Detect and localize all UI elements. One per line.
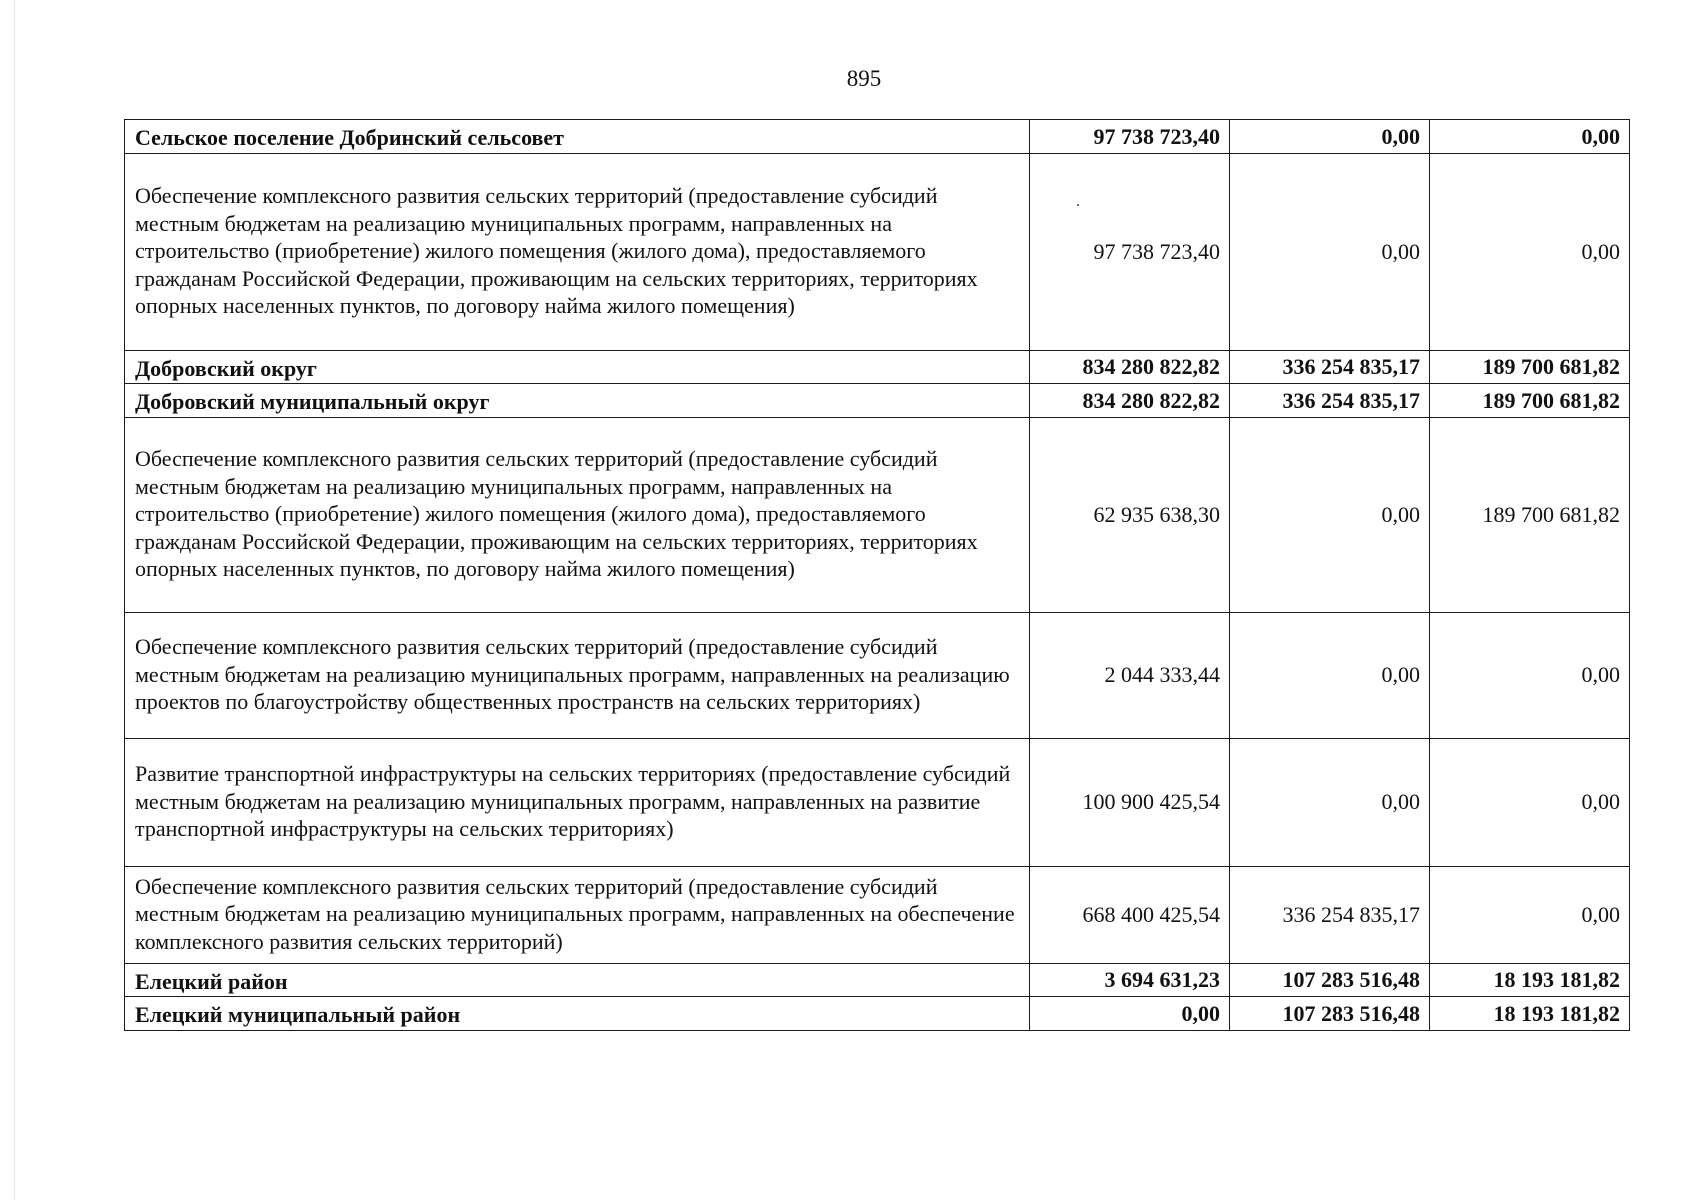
row-name: Развитие транспортной инфраструктуры на сельских территориях (предоставление субсидий местным бюджетам на реализацию муниципальных программ, направленных на развитие транспортной инфраструктуры на сельских территориях) xyxy=(125,738,1030,866)
row-value-3: 18 193 181,82 xyxy=(1430,963,1630,997)
row-name: Обеспечение комплексного развития сельских территорий (предоставление субсидий местным бюджетам на реализацию муниципальных программ, направленных на строительство (приобретение) жилого помещения (жилого дома), предоставляемого гражданам Российской Федерации, проживающим на сельских территориях, территориях опорных населенных пунктов, по договору найма жилого помещения) xyxy=(125,153,1030,350)
row-name: Сельское поселение Добринский сельсовет xyxy=(125,120,1030,154)
row-value-1: 0,00 xyxy=(1030,997,1230,1031)
row-name: Обеспечение комплексного развития сельских территорий (предоставление субсидий местным бюджетам на реализацию муниципальных программ, направленных на реализацию проектов по благоустройству общественных пространств на сельских территориях) xyxy=(125,612,1030,738)
row-value-1: 2 044 333,44 xyxy=(1030,612,1230,738)
row-name: Добровский округ xyxy=(125,350,1030,384)
row-value-2: 0,00 xyxy=(1230,153,1430,350)
row-value-3: 0,00 xyxy=(1430,120,1630,154)
row-value-2: 107 283 516,48 xyxy=(1230,963,1430,997)
table-row xyxy=(125,153,1630,350)
table-row-eletsky-municipal-rayon xyxy=(125,997,1630,1031)
table-row xyxy=(125,866,1630,963)
row-value-3: 0,00 xyxy=(1430,612,1630,738)
row-value-1: 834 280 822,82 xyxy=(1030,384,1230,418)
row-value-3: 189 700 681,82 xyxy=(1430,350,1630,384)
scan-edge-line xyxy=(14,0,15,1200)
table-row xyxy=(125,738,1630,866)
table-row-dobrinsky-selsovet xyxy=(125,120,1630,154)
row-value-2: 0,00 xyxy=(1230,417,1430,612)
row-name: Елецкий муниципальный район xyxy=(125,997,1030,1031)
row-value-1: 62 935 638,30 xyxy=(1030,417,1230,612)
row-value-2: 336 254 835,17 xyxy=(1230,384,1430,418)
row-name: Обеспечение комплексного развития сельских территорий (предоставление субсидий местным бюджетам на реализацию муниципальных программ, направленных на строительство (приобретение) жилого помещения (жилого дома), предоставляемого гражданам Российской Федерации, проживающим на сельских территориях, территориях опорных населенных пунктов, по договору найма жилого помещения) xyxy=(125,417,1030,612)
row-value-1: 3 694 631,23 xyxy=(1030,963,1230,997)
row-value-2: 336 254 835,17 xyxy=(1230,350,1430,384)
page-number: 895 xyxy=(846,66,882,91)
table-row xyxy=(125,612,1630,738)
row-value-1: 668 400 425,54 xyxy=(1030,866,1230,963)
table-row-dobrovsky-municipal-okrug xyxy=(125,384,1630,418)
row-value-1: 97 738 723,40 xyxy=(1030,153,1230,350)
row-name: Елецкий район xyxy=(125,963,1030,997)
table-row-eletsky-rayon xyxy=(125,963,1630,997)
row-value-3: 189 700 681,82 xyxy=(1430,384,1630,418)
row-value-1: 97 738 723,40 xyxy=(1030,120,1230,154)
row-value-3: 0,00 xyxy=(1430,738,1630,866)
row-value-3: 0,00 xyxy=(1430,153,1630,350)
table-row xyxy=(125,417,1630,612)
row-value-2: 0,00 xyxy=(1230,120,1430,154)
row-value-2: 0,00 xyxy=(1230,738,1430,866)
row-value-2: 336 254 835,17 xyxy=(1230,866,1430,963)
row-value-1: 100 900 425,54 xyxy=(1030,738,1230,866)
row-value-3: 18 193 181,82 xyxy=(1430,997,1630,1031)
scan-speck xyxy=(1077,204,1079,206)
row-name: Обеспечение комплексного развития сельских территорий (предоставление субсидий местным бюджетам на реализацию муниципальных программ, направленных на обеспечение комплексного развития сельских территорий) xyxy=(125,866,1030,963)
row-value-2: 107 283 516,48 xyxy=(1230,997,1430,1031)
table-row-dobrovsky-okrug xyxy=(125,350,1630,384)
row-value-3: 189 700 681,82 xyxy=(1430,417,1630,612)
budget-table xyxy=(124,119,1630,1031)
row-value-2: 0,00 xyxy=(1230,612,1430,738)
row-value-3: 0,00 xyxy=(1430,866,1630,963)
row-name: Добровский муниципальный округ xyxy=(125,384,1030,418)
row-value-1: 834 280 822,82 xyxy=(1030,350,1230,384)
